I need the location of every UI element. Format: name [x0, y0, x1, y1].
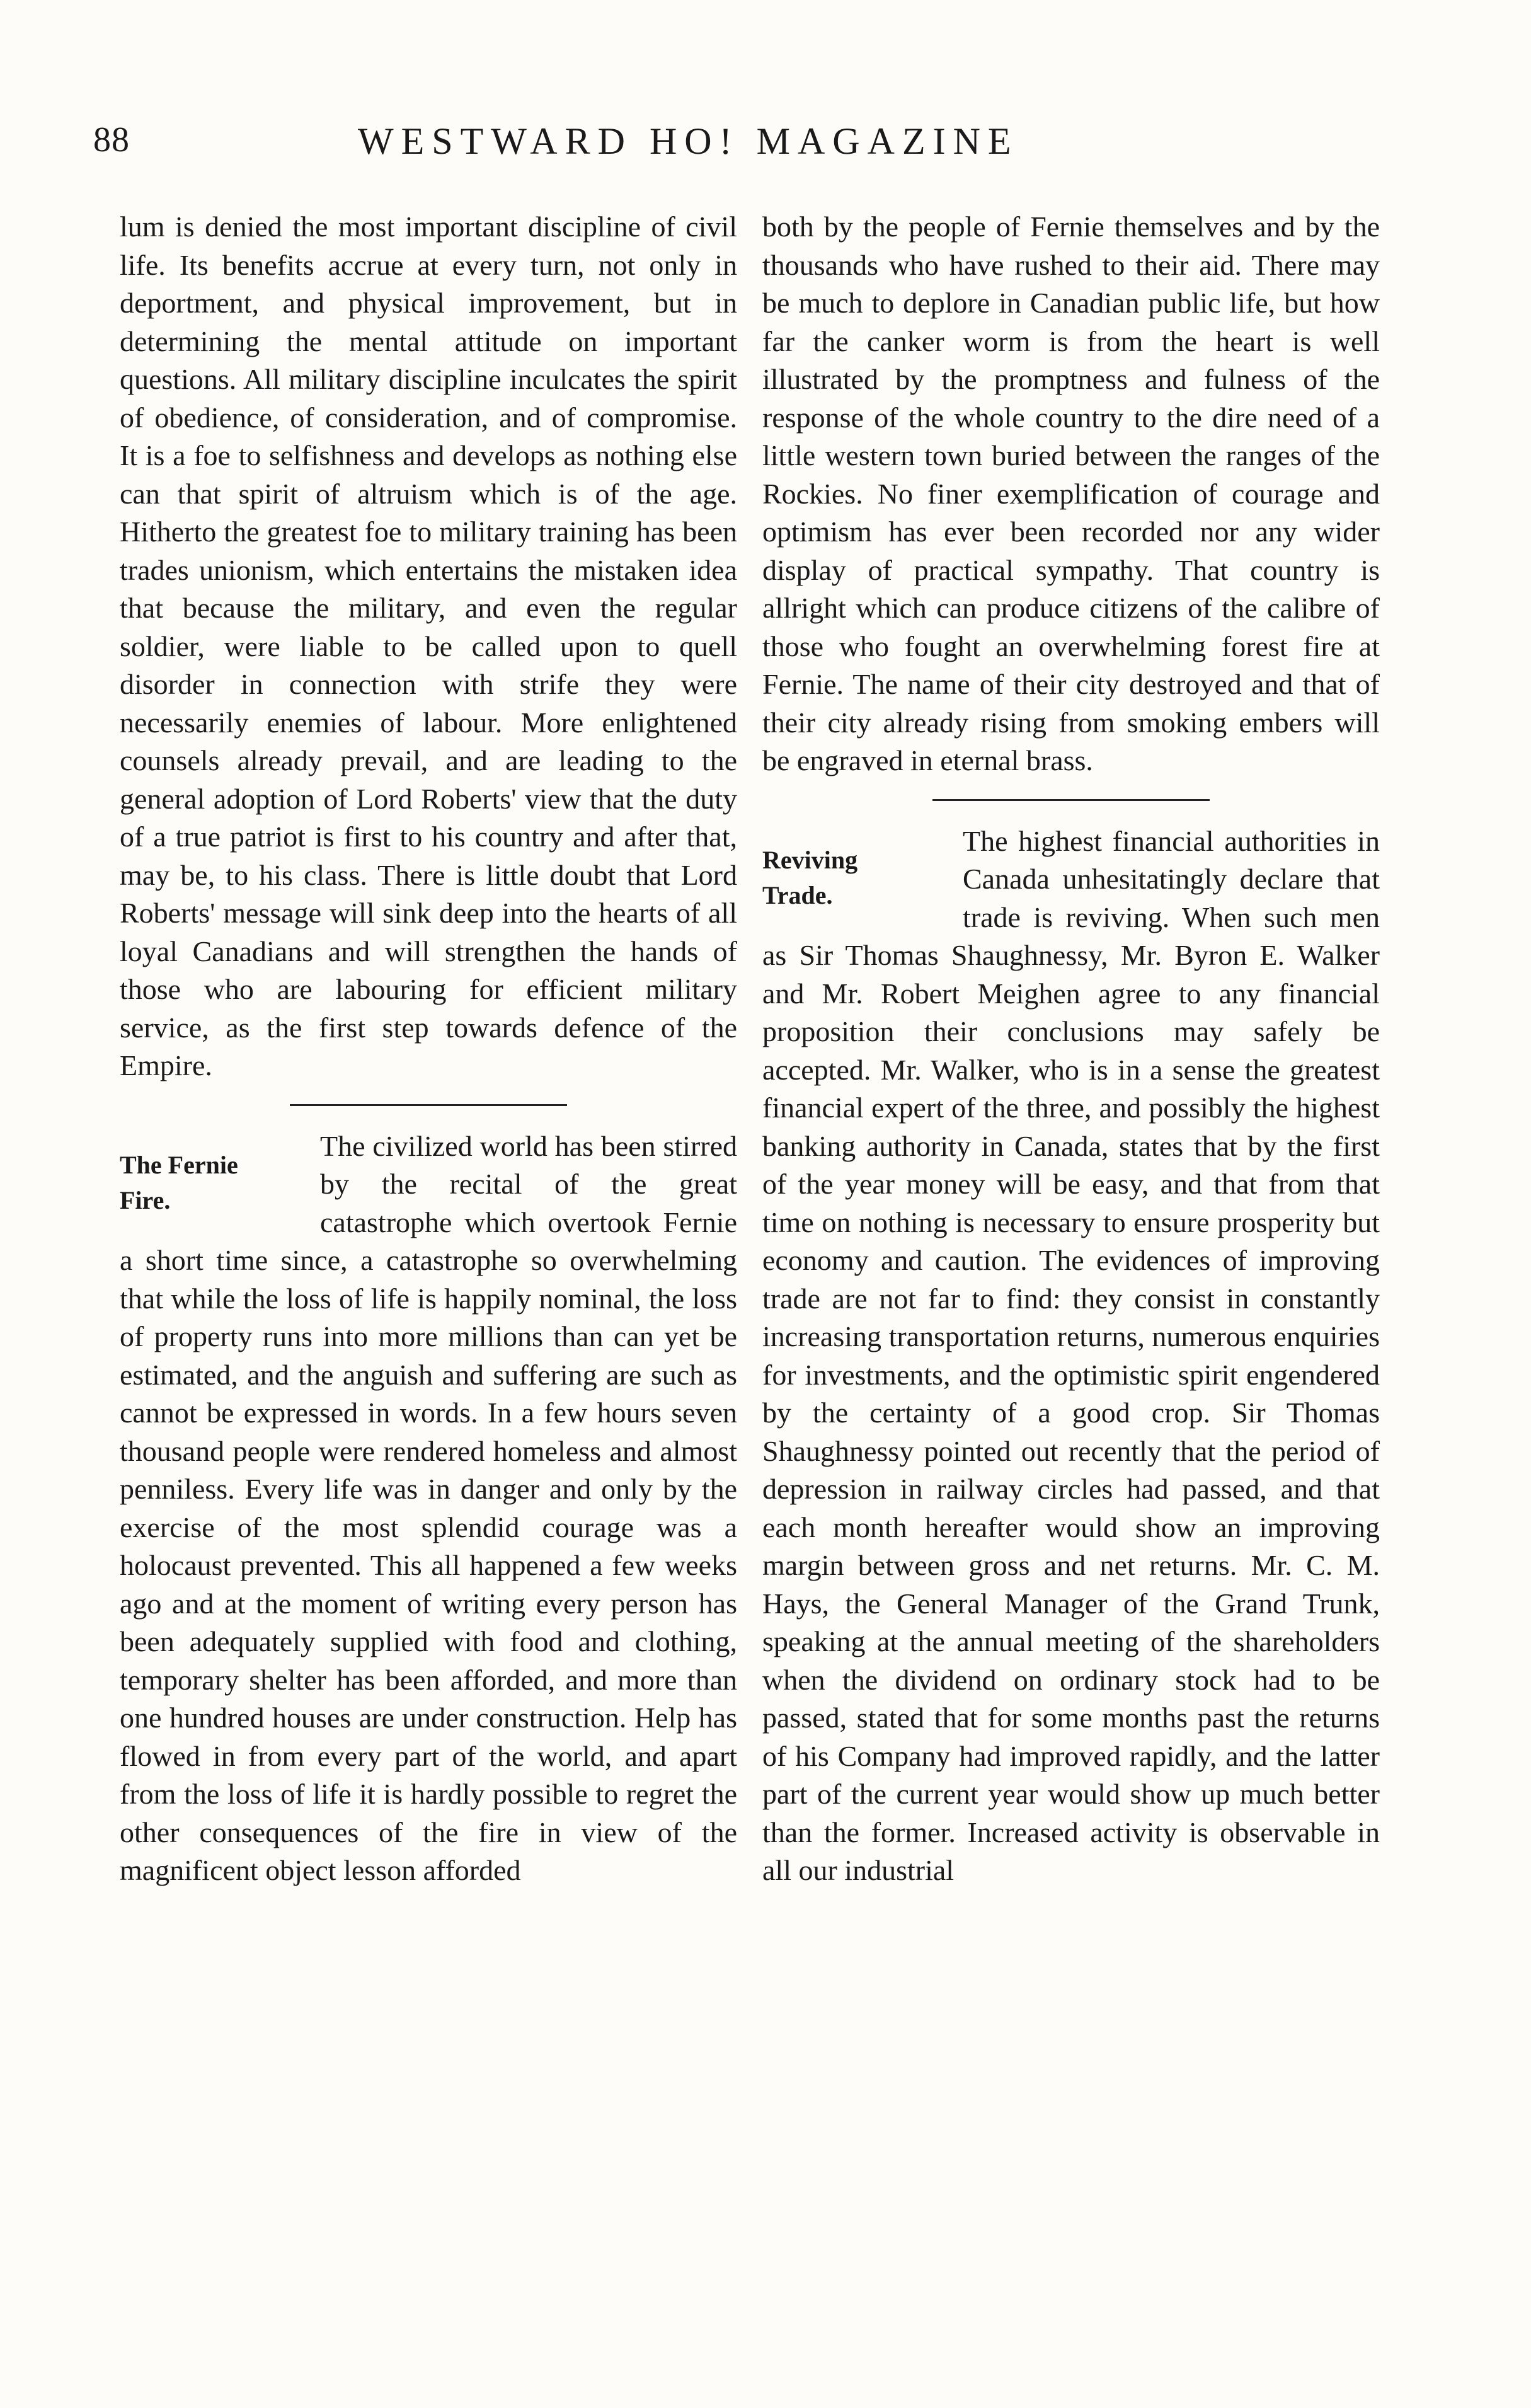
page-header	[93, 120, 1423, 170]
page-number: 88	[93, 120, 130, 159]
military-discipline-paragraph: lum is denied the most important discipline of civil life. Its benefits accrue at every turn, not only in deportment, and physical improvement, but in determining the mental attitude on important questions. All military discipline inculcates the spirit of obedience, of consideration, and of compromise. It is a foe to selfishness and develops as nothing else can that spirit of altruism which is of the age. Hitherto the greatest foe to military training has been trades unionism, which entertains the mistaken idea that because the military, and even the regular soldier, were liable to be called upon to quell disorder in connection with strife they were necessarily enemies of labour. More enlightened counsels already prevail, and are leading to the general adoption of Lord Roberts' view that the duty of a true patriot is first to his country and after that, may be, to his class. There is little doubt that Lord Roberts' message will sink deep into the hearts of all loyal Canadians and will strengthen the hands of those who are labouring for efficient military service, as the first step towards defence of the Empire.	[120, 210, 737, 1081]
sidehead-line: Fire.	[120, 1185, 171, 1214]
section-divider	[290, 1104, 567, 1106]
sidehead-line: Reviving	[762, 845, 858, 874]
left-column	[120, 208, 737, 1890]
reviving-trade-section	[762, 822, 1380, 1890]
sidehead-line: Trade.	[762, 880, 833, 909]
fernie-fire-section	[120, 1127, 737, 1890]
reviving-trade-paragraph: The highest financial authorities in Canada unhesitatingly declare that trade is reviving. When such men as Sir Thomas Shaughnessy, Mr. Byron E. Walker and Mr. Robert Meighen agree to any financial proposition their conclusions may safely be accepted. Mr. Walker, who is in a sense the greatest financial expert of the three, and possibly the highest banking authority in Canada, states that by the first of the year money will be easy, and that from that time on nothing is necessary to ensure prosperity but economy and caution. The evidences of improving trade are not far to find: they consist in constantly increasing transportation returns, numerous enquiries for investments, and the optimistic spirit engendered by the certainty of a good crop. Sir Thomas Shaughnessy pointed out recently that the period of depression in railway circles had passed, and that each month hereafter would show an improving margin between gross and net returns. Mr. C. M. Hays, the General Manager of the Grand Trunk, speaking at the annual meeting of the shareholders when the dividend on ordinary stock had to be passed, stated that for some months past the returns of his Company had improved rapidly, and the latter part of the current year would show up much better than the former. Increased activity is observable in all our industrial	[762, 824, 1380, 1886]
fernie-fire-sidehead	[120, 1148, 309, 1218]
section-divider	[932, 799, 1210, 801]
right-column	[762, 208, 1380, 1890]
reviving-trade-sidehead	[762, 843, 951, 913]
fernie-fire-paragraph: The civilized world has been stirred by the recital of the great catastrophe which overtook Fernie a short time since, a catastrophe so overwhelming that while the loss of life is happily nominal, the loss of property runs into more millions than can yet be estimated, and the anguish and suffering are such as cannot be expressed in words. In a few hours seven thousand people were rendered homeless and almost penniless. Every life was in danger and only by the exercise of the most splendid courage was a holocaust prevented. This all happened a few weeks ago and at the moment of writing every person has been adequately supplied with food and clothing, temporary shelter has been afforded, and more than one hundred houses are under construction. Help has flowed in from every part of the world, and apart from the loss of life it is hardly possible to regret the other consequences of the fire in view of the magnificent object lesson afforded	[120, 1129, 737, 1886]
sidehead-line: The Fernie	[120, 1150, 238, 1179]
running-title: WESTWARD HO! MAGAZINE	[358, 120, 1019, 162]
fernie-fire-continuation: both by the people of Fernie themselves and by the thousands who have rushed to their aid. There may be much to deplore in Canadian public life, but how far the canker worm is from the heart is well illustrated by the promptness and fulness of the response of the whole country to the dire need of a little western town buried between the ranges of the Rockies. No finer exemplification of courage and optimism has ever been recorded nor any wider display of practical sympathy. That country is allright which can produce citizens of the calibre of those who fought an overwhelming forest fire at Fernie. The name of their city destroyed and that of their city already rising from smoking embers will be engraved in eternal brass.	[762, 210, 1380, 776]
